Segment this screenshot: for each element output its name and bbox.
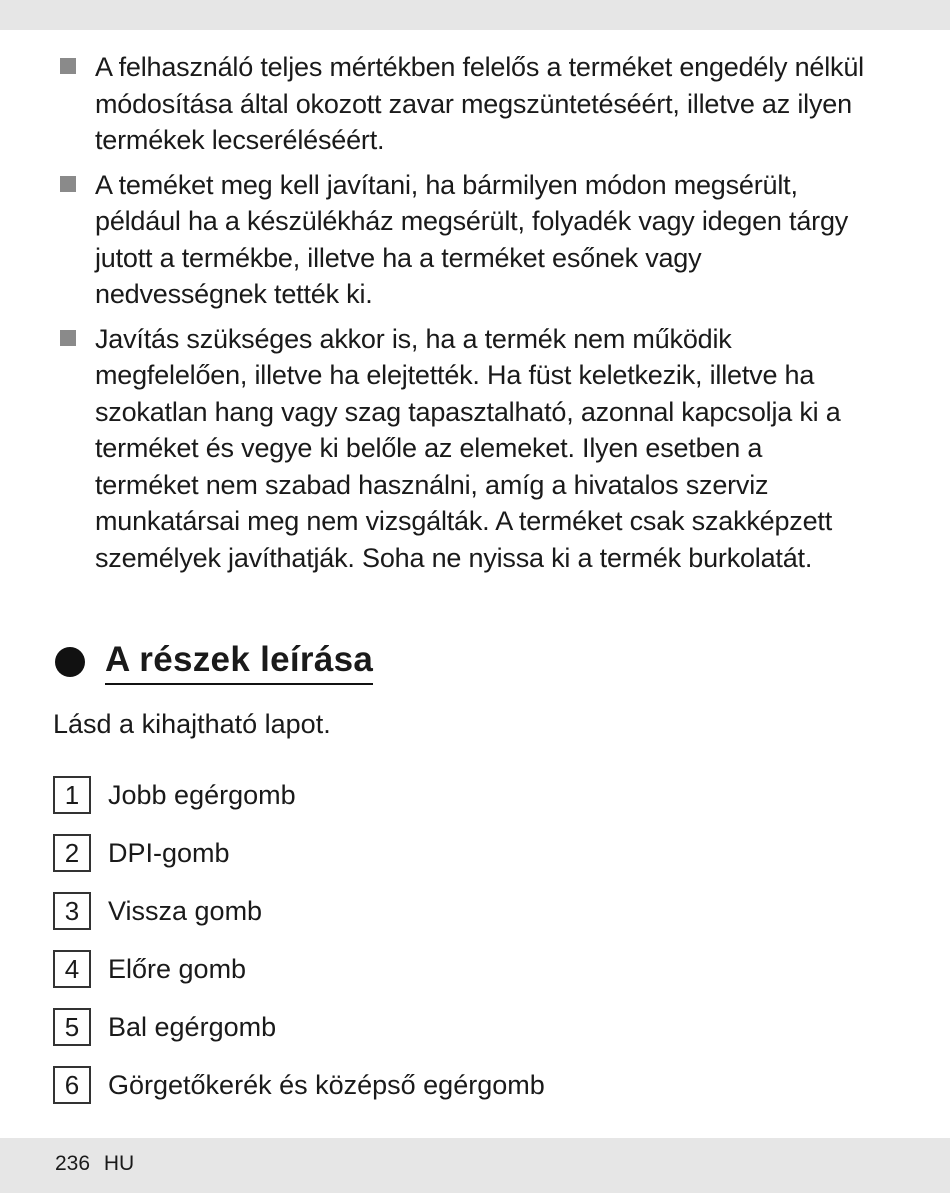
list-item bbox=[53, 950, 545, 988]
safety-bullet-list bbox=[57, 49, 867, 584]
part-number-box: 5 bbox=[53, 1008, 91, 1046]
square-bullet-icon bbox=[60, 58, 76, 74]
bullet-text: A felhasználó teljes mértékben felelős a terméket engedély nélkül módosítása által okozott zavar megszüntetéséért, illetve az ilyen termékek lecseréléséért. bbox=[95, 52, 864, 155]
part-number-box: 4 bbox=[53, 950, 91, 988]
list-item bbox=[57, 49, 867, 159]
bullet-text: A teméket meg kell javítani, ha bármilyen módon megsérült, például ha a készülékház megsérült, folyadék vagy idegen tárgy jutott a termékbe, illetve ha a terméket esőnek vagy nedvességnek tették ki. bbox=[95, 169, 849, 309]
language-code: HU bbox=[103, 1152, 135, 1175]
part-label: Görgetőkerék és középső egérgomb bbox=[108, 1070, 545, 1100]
part-label: Jobb egérgomb bbox=[108, 780, 296, 810]
part-label: Vissza gomb bbox=[108, 896, 263, 926]
section-intro: Lásd a kihajtható lapot. bbox=[53, 709, 331, 739]
part-number-box: 3 bbox=[53, 892, 91, 930]
page-footer bbox=[55, 1150, 142, 1178]
list-item bbox=[53, 834, 545, 872]
list-item bbox=[53, 776, 545, 814]
list-item bbox=[53, 1066, 545, 1104]
part-number-box: 6 bbox=[53, 1066, 91, 1104]
list-item bbox=[57, 167, 867, 313]
list-item bbox=[53, 892, 545, 930]
part-label: Bal egérgomb bbox=[108, 1012, 277, 1042]
square-bullet-icon bbox=[60, 330, 76, 346]
part-number-box: 1 bbox=[53, 776, 91, 814]
part-label: DPI-gomb bbox=[108, 838, 230, 868]
footer-bar bbox=[0, 1138, 950, 1193]
top-margin-bar bbox=[0, 0, 950, 30]
section-title: A részek leírása bbox=[105, 640, 373, 685]
parts-list bbox=[53, 776, 545, 1124]
square-bullet-icon bbox=[60, 176, 76, 192]
list-item bbox=[53, 1008, 545, 1046]
bullet-text: Javítás szükséges akkor is, ha a termék nem működik megfelelően, illetve ha elejtették. Ha füst keletkezik, illetve ha szokatlan hang vagy szag tapasztalható, azonnal kapcsolja ki a terméket és vegye ki belőle az elemeket. Ilyen esetben a terméket nem szabad használni, amíg a hivatalos szerviz munkatársai meg nem vizsgálták. A terméket csak szakképzett személyek javíthatják. Soha ne nyissa ki a termék burkolatát. bbox=[95, 323, 841, 573]
circle-bullet-icon bbox=[55, 647, 85, 677]
part-label: Előre gomb bbox=[108, 954, 247, 984]
part-number-box: 2 bbox=[53, 834, 91, 872]
page-number: 236 bbox=[55, 1152, 91, 1175]
section-heading bbox=[55, 636, 373, 688]
list-item bbox=[57, 321, 867, 577]
